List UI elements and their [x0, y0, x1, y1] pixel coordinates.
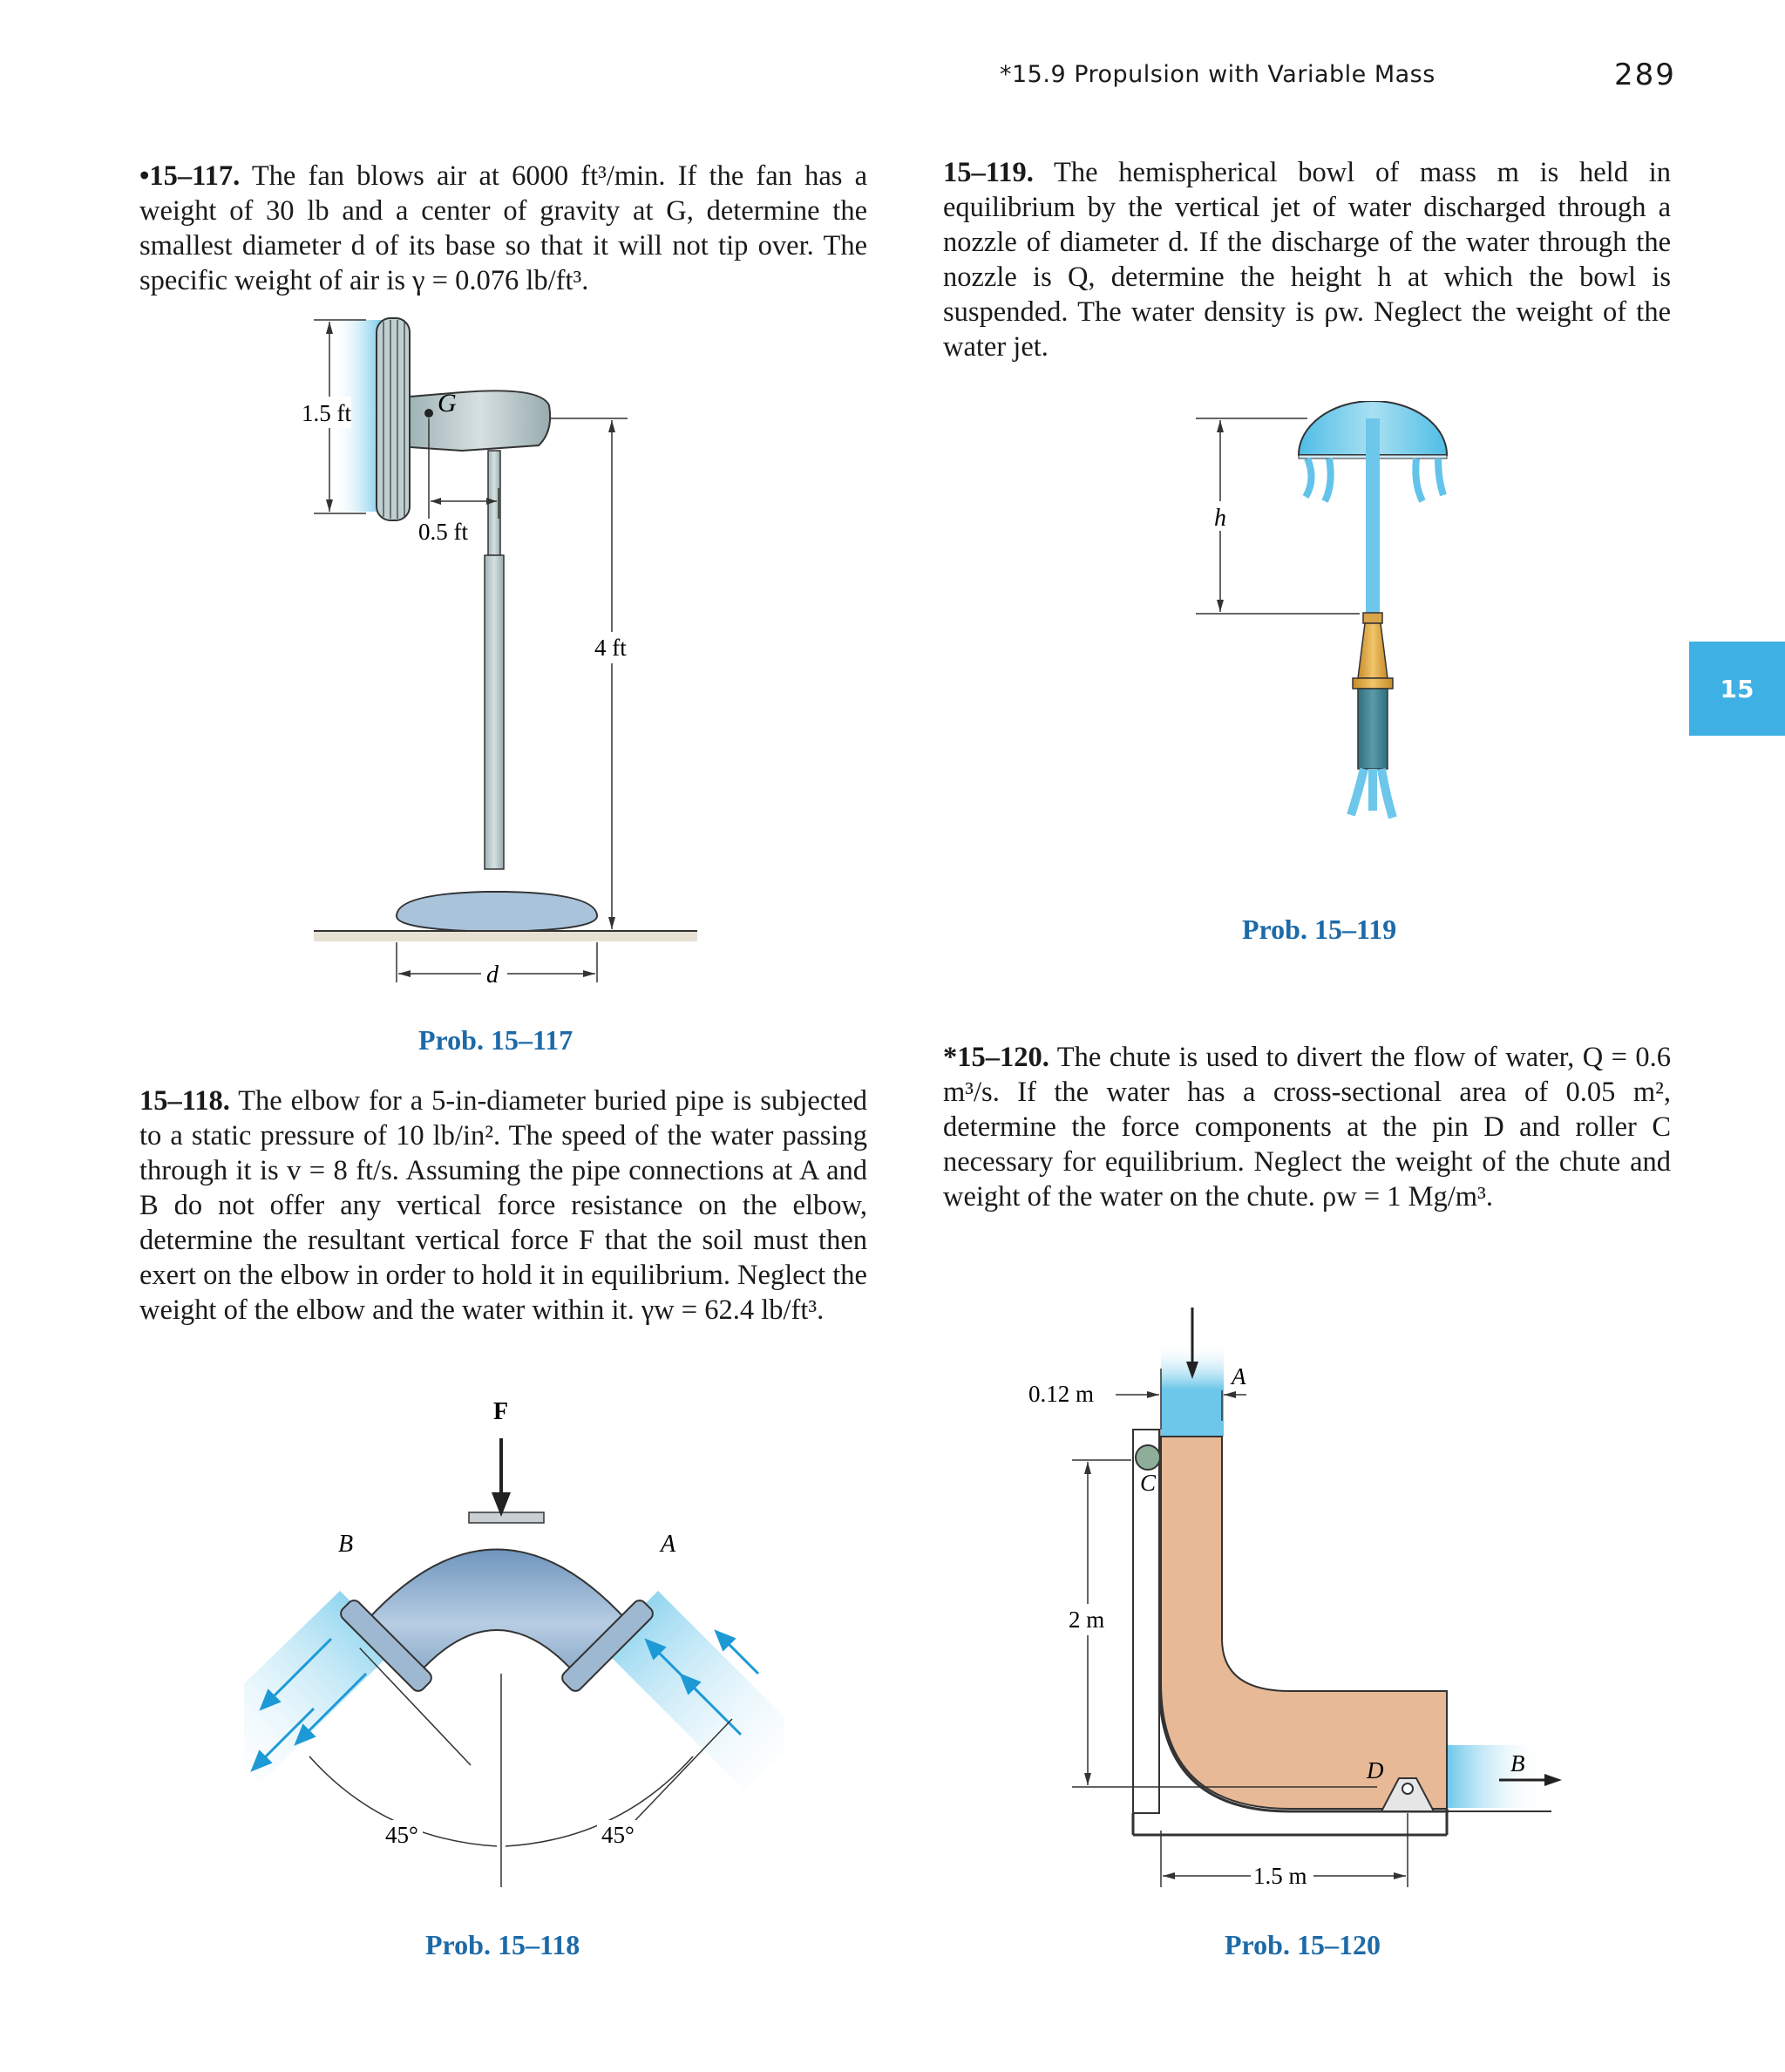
label-end-b: B: [338, 1531, 354, 1558]
problem-number: 15–119.: [943, 157, 1034, 188]
problem-15-117: [139, 159, 867, 298]
label-angle-left: 45°: [385, 1822, 418, 1848]
roller-c: [1136, 1445, 1160, 1470]
center-of-gravity-dot: [424, 409, 433, 418]
caption-15-118: Prob. 15–118: [425, 1929, 580, 1960]
problem-number: *15–120.: [943, 1042, 1049, 1073]
problem-15-119: [943, 155, 1671, 364]
water-in-chute: [1161, 1437, 1447, 1809]
problem-text: The chute is used to divert the flow of water, Q = 0.6 m³/s. If the water has a cross-sectional area of 0.05 m², determine the force components at the pin D and roller C necessary for equilibrium. Neglect the weight of the chute and weight of the water on the chute. ρw = 1 Mg/m³.: [943, 1042, 1671, 1213]
section-header: *15.9 Propulsion with Variable Mass: [1000, 61, 1435, 88]
problem-number: 15–118.: [139, 1085, 230, 1117]
label-chute-length: 1.5 m: [1253, 1863, 1307, 1889]
label-base-diameter: d: [486, 961, 499, 988]
label-height: h: [1214, 505, 1226, 532]
label-post-height: 4 ft: [594, 635, 627, 661]
label-force: F: [493, 1398, 509, 1425]
caption-15-120: Prob. 15–120: [1225, 1929, 1381, 1960]
label-inlet: A: [1232, 1363, 1246, 1389]
caption-15-117: Prob. 15–117: [418, 1024, 574, 1056]
hose: [1358, 689, 1388, 769]
label-roller: C: [1140, 1470, 1157, 1496]
top-plate: [469, 1512, 544, 1523]
fan-motor-housing: [410, 391, 550, 451]
label-angle-right: 45°: [601, 1822, 635, 1848]
label-g: G: [438, 389, 457, 418]
label-outlet: B: [1510, 1750, 1525, 1776]
label-offset: 0.5 ft: [418, 519, 468, 545]
water-outlet: [1447, 1745, 1543, 1808]
problem-text: The fan blows air at 6000 ft³/min. If the fan has a weight of 30 lb and a center of gravity at G, determine the smallest diameter d of its base so that it will not tip over. The specific weight of air is γ = 0.076 lb/ft³.: [139, 160, 867, 296]
water-jet: [1366, 418, 1380, 615]
caption-15-119: Prob. 15–119: [1242, 914, 1397, 945]
bowl-jet-figure: [1185, 401, 1473, 819]
fan-base: [397, 892, 597, 932]
hose-spray: [1351, 769, 1393, 818]
page-number: 289: [1614, 58, 1676, 92]
label-pin: D: [1367, 1757, 1384, 1783]
chute-figure: [1028, 1308, 1586, 1918]
chapter-tab: 15: [1689, 642, 1785, 736]
nozzle: [1358, 623, 1388, 678]
fan-post: [485, 555, 504, 869]
elbow-figure: [244, 1386, 784, 1900]
label-inlet-width: 0.12 m: [1028, 1381, 1095, 1407]
problem-text: The elbow for a 5-in-diameter buried pipe is subjected to a static pressure of 10 lb/in². The speed of the water passing through it is v = 8 ft/s. Assuming the pipe connections at A and B do not offer any vertical force resistance on the elbow, determine the resultant vertical force F that the soil must then exert on the elbow in order to hold it in equilibrium. Neglect the weight of the elbow and the water within it. γw = 62.4 lb/ft³.: [139, 1085, 867, 1326]
label-end-a: A: [661, 1531, 676, 1558]
label-chute-height: 2 m: [1069, 1607, 1105, 1633]
ground: [314, 931, 697, 941]
problem-number: •15–117.: [139, 160, 241, 192]
problem-text: The hemispherical bowl of mass m is held in equilibrium by the vertical jet of water discharged through a nozzle of diameter d. If the discharge of the water through the nozzle is Q, determine the height h at which the bowl is suspended. The water density is ρw. Neglect the weight of the water jet.: [943, 157, 1671, 363]
fan-figure: [288, 309, 706, 998]
problem-15-118: [139, 1084, 867, 1328]
label-fan-height: 1.5 ft: [302, 400, 351, 426]
problem-15-120: [943, 1040, 1671, 1214]
